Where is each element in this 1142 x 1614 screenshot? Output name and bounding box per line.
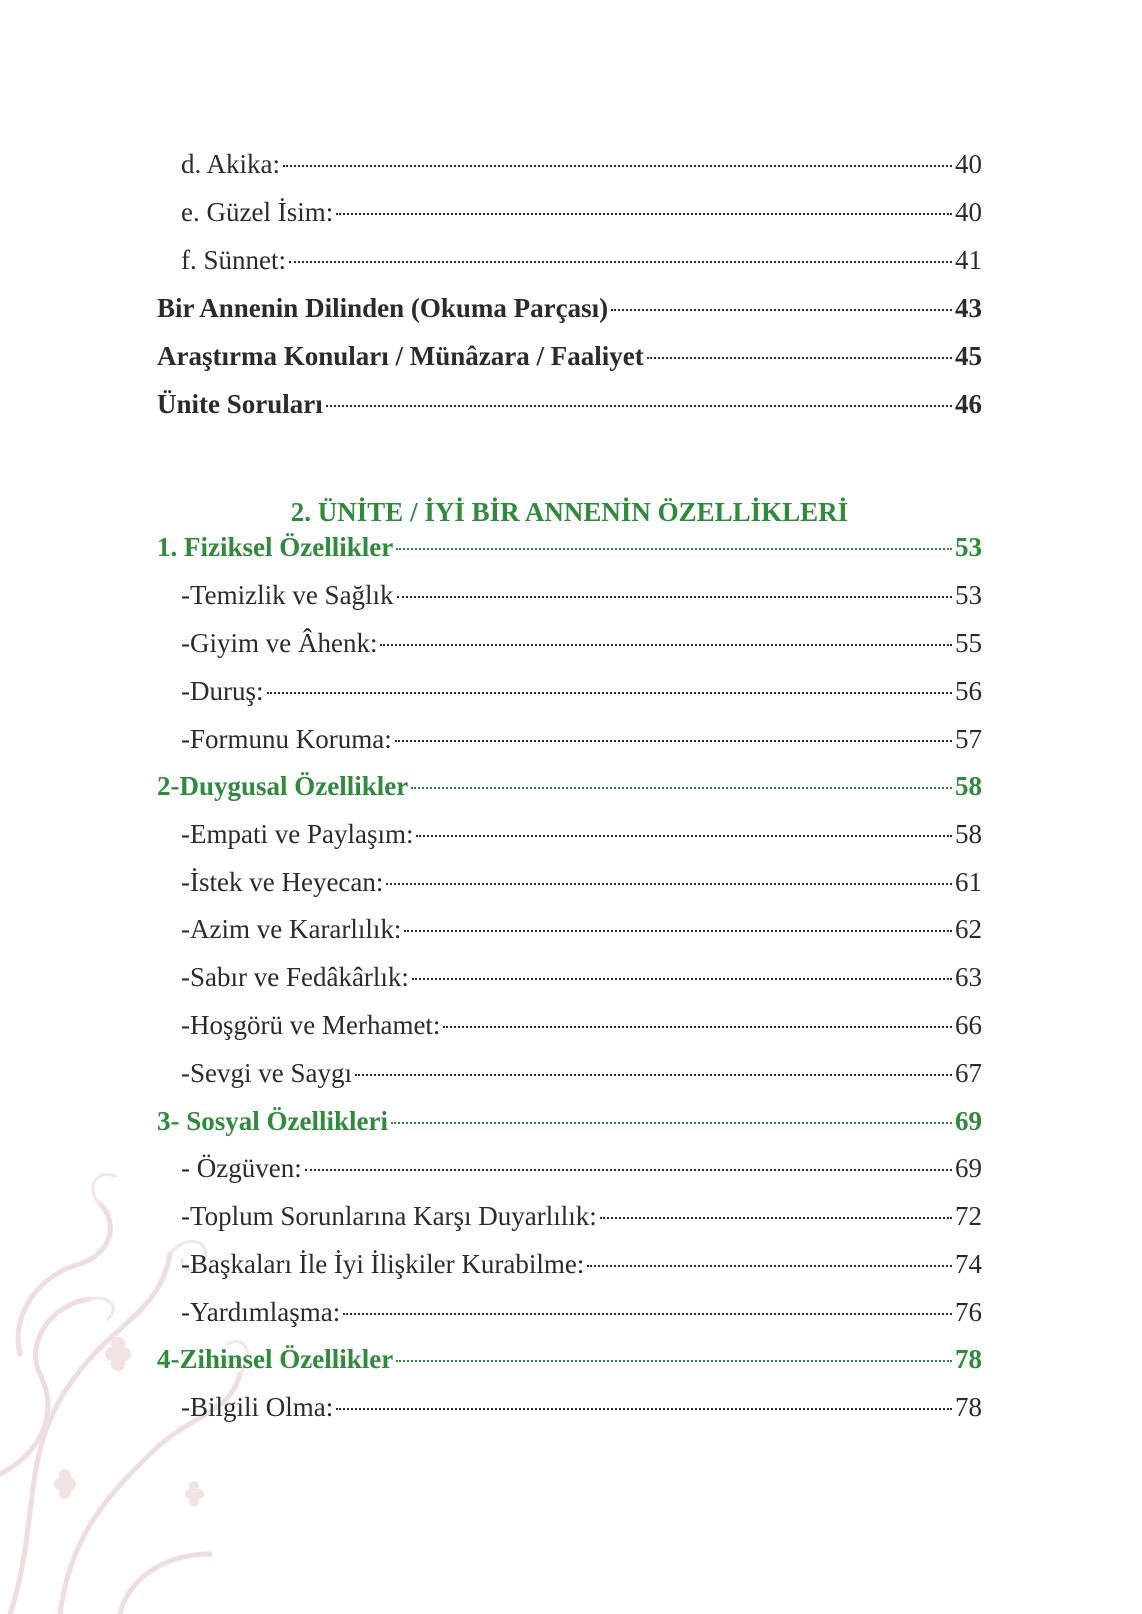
dot-leader (600, 1217, 952, 1219)
dot-leader (397, 596, 952, 598)
dot-leader (289, 261, 952, 263)
toc-entry-page: 69 (955, 1153, 982, 1183)
dot-leader (416, 835, 952, 837)
toc-entry-label: 4-Zihinsel Özellikler (157, 1344, 394, 1374)
toc-entry[interactable] (181, 626, 982, 660)
toc-entry-page: 40 (955, 149, 982, 179)
toc-entry-page: 53 (955, 580, 982, 610)
toc-entry-page: 56 (955, 676, 982, 706)
toc-entry-page: 62 (955, 914, 982, 944)
toc-entry-label: -Toplum Sorunlarına Karşı Duyarlılık: (181, 1201, 597, 1231)
toc-entry[interactable] (181, 1390, 982, 1424)
toc-section-heading[interactable] (157, 1342, 982, 1376)
toc-entry-page: 67 (955, 1058, 982, 1088)
toc-entry-label: Araştırma Konuları / Münâzara / Faaliyet (157, 341, 644, 371)
toc-entry[interactable] (181, 1008, 982, 1042)
toc-entry-label: e. Güzel İsim: (181, 197, 334, 227)
toc-entry-page: 74 (955, 1249, 982, 1279)
dot-leader (283, 165, 952, 167)
toc-entry-page: 78 (955, 1392, 982, 1422)
toc-entry-page: 53 (955, 532, 982, 562)
dot-leader (355, 1074, 952, 1076)
toc-entry-label: -Bilgili Olma: (181, 1392, 334, 1422)
toc-entry-label: -Yardımlaşma: (181, 1297, 341, 1327)
dot-leader (396, 548, 952, 550)
toc-entry-label: -Hoşgörü ve Merhamet: (181, 1010, 441, 1040)
dot-leader (647, 357, 952, 359)
toc-entry-page: 58 (955, 771, 982, 801)
unit-title: 2. ÜNİTE / İYİ BİR ANNENİN ÖZELLİKLERİ (290, 497, 849, 527)
toc-entry-page: 61 (955, 867, 982, 897)
dot-leader (396, 1360, 952, 1362)
dot-leader (395, 740, 952, 742)
toc-entry-page: 40 (955, 197, 982, 227)
toc-entry-page: 58 (955, 819, 982, 849)
toc-section-heading[interactable] (157, 1104, 982, 1138)
toc-entry[interactable] (181, 243, 982, 277)
dot-leader (391, 1122, 952, 1124)
toc-entry-label: -Giyim ve Âhenk: (181, 628, 378, 658)
toc-entry-page: 45 (955, 341, 982, 371)
toc-entry-page: 76 (955, 1297, 982, 1327)
dot-leader (380, 644, 952, 646)
toc-section-heading[interactable] (157, 530, 982, 564)
toc-entry[interactable] (157, 387, 982, 421)
dot-leader (404, 930, 952, 932)
toc-entry[interactable] (181, 1295, 982, 1329)
toc-entry-page: 66 (955, 1010, 982, 1040)
toc-entry-page: 72 (955, 1201, 982, 1231)
toc-entry[interactable] (157, 339, 982, 373)
dot-leader (587, 1265, 952, 1267)
toc-entry-page: 46 (955, 389, 982, 419)
dot-leader (343, 1313, 952, 1315)
toc-entry-label: -Sabır ve Fedâkârlık: (181, 962, 409, 992)
toc-entry-label: -Temizlik ve Sağlık (181, 580, 394, 610)
dot-leader (411, 787, 952, 789)
toc-entry-label: 2-Duygusal Özellikler (157, 771, 409, 801)
toc-entry[interactable] (181, 912, 982, 946)
toc-entry-page: 41 (955, 245, 982, 275)
toc-entry-label: Ünite Soruları (157, 389, 323, 419)
toc-entry-label: d. Akika: (181, 149, 280, 179)
toc-entry-label: -İstek ve Heyecan: (181, 867, 384, 897)
toc-entry-label: f. Sünnet: (181, 245, 286, 275)
toc-entry[interactable] (181, 674, 982, 708)
toc-entry-page: 78 (955, 1344, 982, 1374)
toc-entry-label: - Özgüven: (181, 1153, 302, 1183)
toc-entry-page: 57 (955, 724, 982, 754)
toc-entry-page: 63 (955, 962, 982, 992)
dot-leader (336, 1408, 952, 1410)
toc-entry[interactable] (181, 1199, 982, 1233)
toc-entry[interactable] (181, 1247, 982, 1281)
toc-entry-label: 3- Sosyal Özellikleri (157, 1106, 388, 1136)
toc-entry-page: 69 (955, 1106, 982, 1136)
toc-entry-label: -Sevgi ve Saygı (181, 1058, 352, 1088)
dot-leader (267, 692, 953, 694)
toc-entry-label: -Azim ve Kararlılık: (181, 914, 402, 944)
dot-leader (386, 883, 952, 885)
toc-entry-label: Bir Annenin Dilinden (Okuma Parçası) (157, 293, 609, 323)
toc-entry-label: 1. Fiziksel Özellikler (157, 532, 394, 562)
dot-leader (412, 978, 952, 980)
dot-leader (611, 309, 952, 311)
toc-entry-page: 43 (955, 293, 982, 323)
toc-entry[interactable] (181, 195, 982, 229)
toc-entry-label: -Başkaları İle İyi İlişkiler Kurabilme: (181, 1249, 585, 1279)
toc-entry[interactable] (157, 291, 982, 325)
toc-entry-label: -Formunu Koruma: (181, 724, 392, 754)
toc-entry[interactable] (181, 578, 982, 612)
toc-entry[interactable] (181, 147, 982, 181)
dot-leader (443, 1026, 952, 1028)
toc-entry[interactable] (181, 960, 982, 994)
toc-section-heading[interactable] (157, 769, 982, 803)
dot-leader (336, 213, 952, 215)
toc-entry[interactable] (181, 1151, 982, 1185)
dot-leader (326, 405, 952, 407)
dot-leader (305, 1169, 952, 1171)
toc-entry[interactable] (181, 865, 982, 899)
toc-entry[interactable] (181, 722, 982, 756)
toc-entry[interactable] (181, 1056, 982, 1090)
toc-entry-label: -Empati ve Paylaşım: (181, 819, 414, 849)
toc-entry-page: 55 (955, 628, 982, 658)
toc-entry-label: -Duruş: (181, 676, 264, 706)
toc-entry[interactable] (181, 817, 982, 851)
